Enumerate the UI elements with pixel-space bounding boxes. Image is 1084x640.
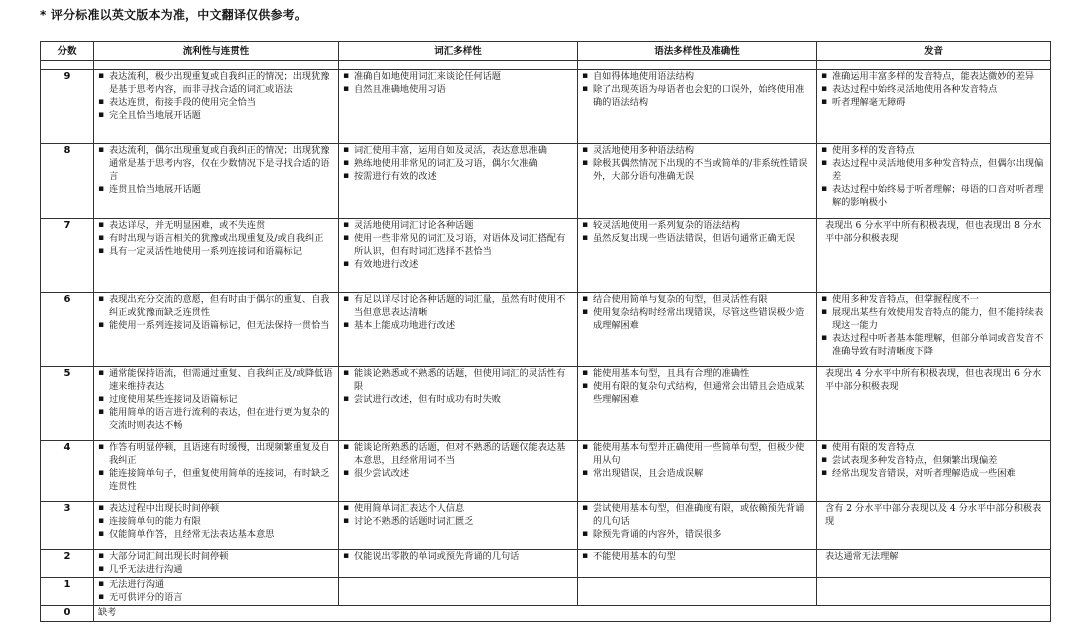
- descriptor-item: ▪ 常出现错误，且会造成误解: [582, 467, 812, 480]
- lexical-cell: [339, 502, 578, 550]
- pronunciation-cell: [817, 70, 1051, 144]
- descriptor-item: ▪ 能使用基本句型并正确使用一些简单句型，但极少使用从句: [582, 441, 812, 467]
- header-grammar-range-accuracy: 语法多样性及准确性: [578, 42, 817, 61]
- descriptor-item: ▪ 基本上能成功地进行改述: [343, 319, 573, 332]
- descriptor-item: ▪ 大部分词汇间出现长时间停顿: [98, 550, 334, 563]
- descriptor-item: ▪ 能谈论熟悉或不熟悉的话题，但使用词汇的灵活性有限: [343, 367, 573, 393]
- descriptor-item: ▪ 表现出充分交流的意愿，但有时由于偶尔的重复、自我纠正或犹豫而缺乏连贯性: [98, 293, 334, 319]
- descriptor-item: ▪ 灵活地使用词汇讨论各种话题: [343, 219, 573, 232]
- descriptor-item: ▪ 结合使用简单与复杂的句型，但灵活性有限: [582, 293, 812, 306]
- descriptor-item: ▪ 听者理解毫无障碍: [821, 96, 1046, 109]
- lexical-cell: [339, 441, 578, 502]
- lexical-cell: [339, 578, 578, 606]
- descriptor-item: ▪ 使用有限的发音特点: [821, 441, 1046, 454]
- descriptor-item: ▪ 通常能保持语流，但需通过重复、自我纠正及/或降低语速来维持表达: [98, 367, 334, 393]
- grammar-cell: [578, 219, 817, 293]
- grammar-cell: [578, 367, 817, 441]
- descriptor-list: [343, 502, 573, 528]
- descriptor-item: ▪ 熟练地使用非常见的词汇及习语，偶尔欠准确: [343, 157, 573, 170]
- descriptor-item: ▪ 很少尝试改述: [343, 467, 573, 480]
- lexical-cell: [339, 293, 578, 367]
- descriptor-item: ▪ 有效地进行改述: [343, 258, 573, 271]
- pronunciation-cell: [817, 293, 1051, 367]
- descriptor-item: ▪ 有时出现与语言相关的犹豫或出现重复及/或自我纠正: [98, 232, 334, 245]
- pronunciation-cell: [817, 502, 1051, 550]
- descriptor-list: [98, 578, 334, 604]
- disclaimer-note: * 评分标准以英文版本为准，中文翻译仅供参考。: [40, 8, 308, 22]
- header-pronunciation: 发音: [817, 42, 1051, 61]
- descriptor-list: [343, 441, 573, 480]
- descriptor-item: ▪ 准确自如地使用词汇来谈论任何话题: [343, 70, 573, 83]
- descriptor-text: 表达通常无法理解: [825, 551, 899, 562]
- absent-cell: 缺考: [94, 606, 1051, 622]
- band-score: 0: [41, 606, 94, 622]
- descriptor-item: ▪ 展现出某些有效使用发音特点的能力，但不能持续表现这一能力: [821, 306, 1046, 332]
- band-row-6: [41, 293, 1051, 367]
- band-row-1: [41, 578, 1051, 606]
- pronunciation-cell: [817, 144, 1051, 219]
- descriptor-item: ▪ 无可供评分的语言: [98, 591, 334, 604]
- band-score: 2: [41, 550, 94, 578]
- speaking-band-descriptors-table: [40, 41, 1051, 622]
- grammar-cell: [578, 550, 817, 578]
- descriptor-list: [582, 144, 812, 183]
- descriptor-item: ▪ 表达过程中灵活地使用多种发音特点，但偶尔出现偏差: [821, 157, 1046, 183]
- band-score: 7: [41, 219, 94, 293]
- descriptor-item: ▪ 尝试使用基本句型，但准确度有限，或依赖预先背诵的几句话: [582, 502, 812, 528]
- lexical-cell: [339, 550, 578, 578]
- band-score: 9: [41, 70, 94, 144]
- descriptor-item: ▪ 表达过程中出现长时间停顿: [98, 502, 334, 515]
- fluency-cell: [94, 367, 339, 441]
- descriptor-list: [343, 219, 573, 271]
- descriptor-item: ▪ 讨论不熟悉的话题时词汇匮乏: [343, 515, 573, 528]
- band-row-5: [41, 367, 1051, 441]
- band-row-4: [41, 441, 1051, 502]
- descriptor-item: ▪ 表达过程中始终易于听者理解；母语的口音对听者理解的影响极小: [821, 183, 1046, 209]
- band-score: 3: [41, 502, 94, 550]
- descriptor-item: ▪ 使用简单词汇表达个人信息: [343, 502, 573, 515]
- band-score: 6: [41, 293, 94, 367]
- descriptor-list: [582, 441, 812, 480]
- fluency-cell: [94, 502, 339, 550]
- descriptor-item: ▪ 表达流利，偶尔出现重复或自我纠正的情况；出现犹豫通常是基于思考内容，仅在少数情况下是寻找合适的语言: [98, 144, 334, 183]
- descriptor-list: [98, 550, 334, 576]
- descriptor-item: ▪ 具有一定灵活性地使用一系列连接词和语篇标记: [98, 245, 334, 258]
- descriptor-list: [343, 144, 573, 183]
- descriptor-item: ▪ 使用复杂结构时经常出现错误，尽管这些错误极少造成理解困难: [582, 306, 812, 332]
- lexical-cell: [339, 367, 578, 441]
- grammar-cell: [578, 502, 817, 550]
- grammar-cell: [578, 441, 817, 502]
- descriptor-list: [343, 70, 573, 96]
- descriptor-item: ▪ 较灵活地使用一系列复杂的语法结构: [582, 219, 812, 232]
- fluency-cell: [94, 578, 339, 606]
- pronunciation-cell: [817, 550, 1051, 578]
- grammar-cell: [578, 293, 817, 367]
- header-row: [41, 42, 1051, 61]
- descriptor-item: ▪ 能使用基本句型，且具有合理的准确性: [582, 367, 812, 380]
- descriptor-item: ▪ 表达过程中听者基本能理解，但部分单词或音发音不准确导致有时清晰度下降: [821, 332, 1046, 358]
- descriptor-list: [98, 70, 334, 122]
- descriptor-item: ▪ 能连接简单句子，但重复使用简单的连接词，有时缺乏连贯性: [98, 467, 334, 493]
- descriptor-list: [98, 219, 334, 258]
- descriptor-item: ▪ 仅能简单作答，且经常无法表达基本意思: [98, 528, 334, 541]
- descriptor-item: ▪ 连接简单句的能力有限: [98, 515, 334, 528]
- descriptor-item: ▪ 完全且恰当地展开话题: [98, 109, 334, 122]
- descriptor-text: 表现出 4 分水平中所有积极表现，但也表现出 6 分水平中部分积极表现: [825, 368, 1042, 392]
- descriptor-list: [821, 144, 1046, 209]
- descriptor-item: ▪ 表达过程中始终灵活地使用各种发音特点: [821, 83, 1046, 96]
- grammar-cell: [578, 70, 817, 144]
- descriptor-item: ▪ 自如得体地使用语法结构: [582, 70, 812, 83]
- descriptor-item: ▪ 过度使用某些连接词及语篇标记: [98, 393, 334, 406]
- descriptor-list: [343, 367, 573, 406]
- descriptor-item: ▪ 几乎无法进行沟通: [98, 563, 334, 576]
- band-row-3: [41, 502, 1051, 550]
- lexical-cell: [339, 70, 578, 144]
- descriptor-list: [821, 293, 1046, 358]
- descriptor-item: ▪ 能谈论所熟悉的话题，但对不熟悉的话题仅能表达基本意思，且经常用词不当: [343, 441, 573, 467]
- band-score: 1: [41, 578, 94, 606]
- descriptor-list: [821, 70, 1046, 109]
- lexical-cell: [339, 144, 578, 219]
- descriptor-list: [821, 441, 1046, 480]
- descriptor-item: ▪ 仅能说出零散的单词或预先背诵的几句话: [343, 550, 573, 563]
- descriptor-item: ▪ 能用简单的语言进行流利的表达，但在进行更为复杂的交流时则表达不畅: [98, 406, 334, 432]
- band-row-0: [41, 606, 1051, 622]
- descriptor-item: ▪ 经常出现发音错误，对听者理解造成一些困难: [821, 467, 1046, 480]
- band-row-8: [41, 144, 1051, 219]
- fluency-cell: [94, 293, 339, 367]
- descriptor-item: ▪ 无法进行沟通: [98, 578, 334, 591]
- descriptor-list: [98, 441, 334, 493]
- descriptor-item: ▪ 按需进行有效的改述: [343, 170, 573, 183]
- fluency-cell: [94, 441, 339, 502]
- header-fluency-coherence: 流利性与连贯性: [94, 42, 339, 61]
- descriptor-text: 表现出 6 分水平中所有积极表现，但也表现出 8 分水平中部分积极表现: [825, 220, 1042, 244]
- descriptor-item: ▪ 使用有限的复杂句式结构，但通常会出错且会造成某些理解困难: [582, 380, 812, 406]
- grammar-cell: [578, 144, 817, 219]
- fluency-cell: [94, 144, 339, 219]
- lexical-cell: [339, 219, 578, 293]
- descriptor-item: ▪ 尝试表现多种发音特点，但频繁出现偏差: [821, 454, 1046, 467]
- pronunciation-cell: [817, 219, 1051, 293]
- descriptor-item: ▪ 虽然反复出现一些语法错误，但语句通常正确无误: [582, 232, 812, 245]
- descriptor-item: ▪ 词汇使用丰富，运用自如及灵活，表达意思准确: [343, 144, 573, 157]
- descriptor-list: [98, 144, 334, 196]
- descriptor-list: [98, 293, 334, 332]
- descriptor-item: ▪ 作答有明显停顿，且语速有时缓慢，出现频繁重复及自我纠正: [98, 441, 334, 467]
- descriptor-item: ▪ 表达连贯，衔接手段的使用完全恰当: [98, 96, 334, 109]
- descriptor-item: ▪ 能使用一系列连接词及语篇标记，但无法保持一贯恰当: [98, 319, 334, 332]
- fluency-cell: [94, 219, 339, 293]
- descriptor-item: ▪ 灵活地使用多种语法结构: [582, 144, 812, 157]
- grammar-cell: [578, 578, 817, 606]
- descriptor-list: [343, 550, 573, 563]
- descriptor-list: [343, 293, 573, 332]
- descriptor-item: ▪ 除极其偶然情况下出现的不当或简单的/非系统性错误外，大部分语句准确无误: [582, 157, 812, 183]
- descriptor-list: [582, 293, 812, 332]
- descriptor-list: [582, 550, 812, 563]
- header-score: 分数: [41, 42, 94, 61]
- descriptor-item: ▪ 自然且准确地使用习语: [343, 83, 573, 96]
- descriptor-item: ▪ 表达流利，极少出现重复或自我纠正的情况；出现犹豫是基于思考内容，而非寻找合适的词汇或语法: [98, 70, 334, 96]
- descriptor-list: [98, 367, 334, 432]
- descriptor-item: ▪ 除了出现英语为母语者也会犯的口误外，始终使用准确的语法结构: [582, 83, 812, 109]
- header-lexical-resource: 词汇多样性: [339, 42, 578, 61]
- descriptor-item: ▪ 表达详尽，并无明显困难，或不失连贯: [98, 219, 334, 232]
- fluency-cell: [94, 550, 339, 578]
- descriptor-list: [582, 219, 812, 245]
- descriptor-list: [582, 70, 812, 109]
- pronunciation-cell: [817, 441, 1051, 502]
- descriptor-item: ▪ 使用多样的发音特点: [821, 144, 1046, 157]
- fluency-cell: [94, 70, 339, 144]
- descriptor-item: ▪ 尝试进行改述，但有时成功有时失败: [343, 393, 573, 406]
- band-row-7: [41, 219, 1051, 293]
- band-row-9: [41, 70, 1051, 144]
- descriptor-item: ▪ 使用多种发音特点，但掌握程度不一: [821, 293, 1046, 306]
- descriptor-list: [582, 367, 812, 406]
- band-score: 5: [41, 367, 94, 441]
- pronunciation-cell: [817, 367, 1051, 441]
- descriptor-item: ▪ 不能使用基本的句型: [582, 550, 812, 563]
- descriptor-list: [582, 502, 812, 541]
- pronunciation-cell: [817, 578, 1051, 606]
- descriptor-text: 含有 2 分水平中部分表现以及 4 分水平中部分积极表现: [825, 503, 1042, 527]
- header-spacer-row: [41, 61, 1051, 70]
- band-score: 8: [41, 144, 94, 219]
- descriptor-list: [98, 502, 334, 541]
- descriptor-item: ▪ 准确运用丰富多样的发音特点，能表达微妙的差异: [821, 70, 1046, 83]
- descriptor-item: ▪ 使用一些非常见的词汇及习语，对语体及词汇搭配有所认识，但有时词汇选择不甚恰当: [343, 232, 573, 258]
- band-row-2: [41, 550, 1051, 578]
- descriptor-item: ▪ 除预先背诵的内容外，错误很多: [582, 528, 812, 541]
- descriptor-item: ▪ 有足以详尽讨论各种话题的词汇量，虽然有时使用不当但意思表达清晰: [343, 293, 573, 319]
- descriptor-item: ▪ 连贯且恰当地展开话题: [98, 183, 334, 196]
- band-score: 4: [41, 441, 94, 502]
